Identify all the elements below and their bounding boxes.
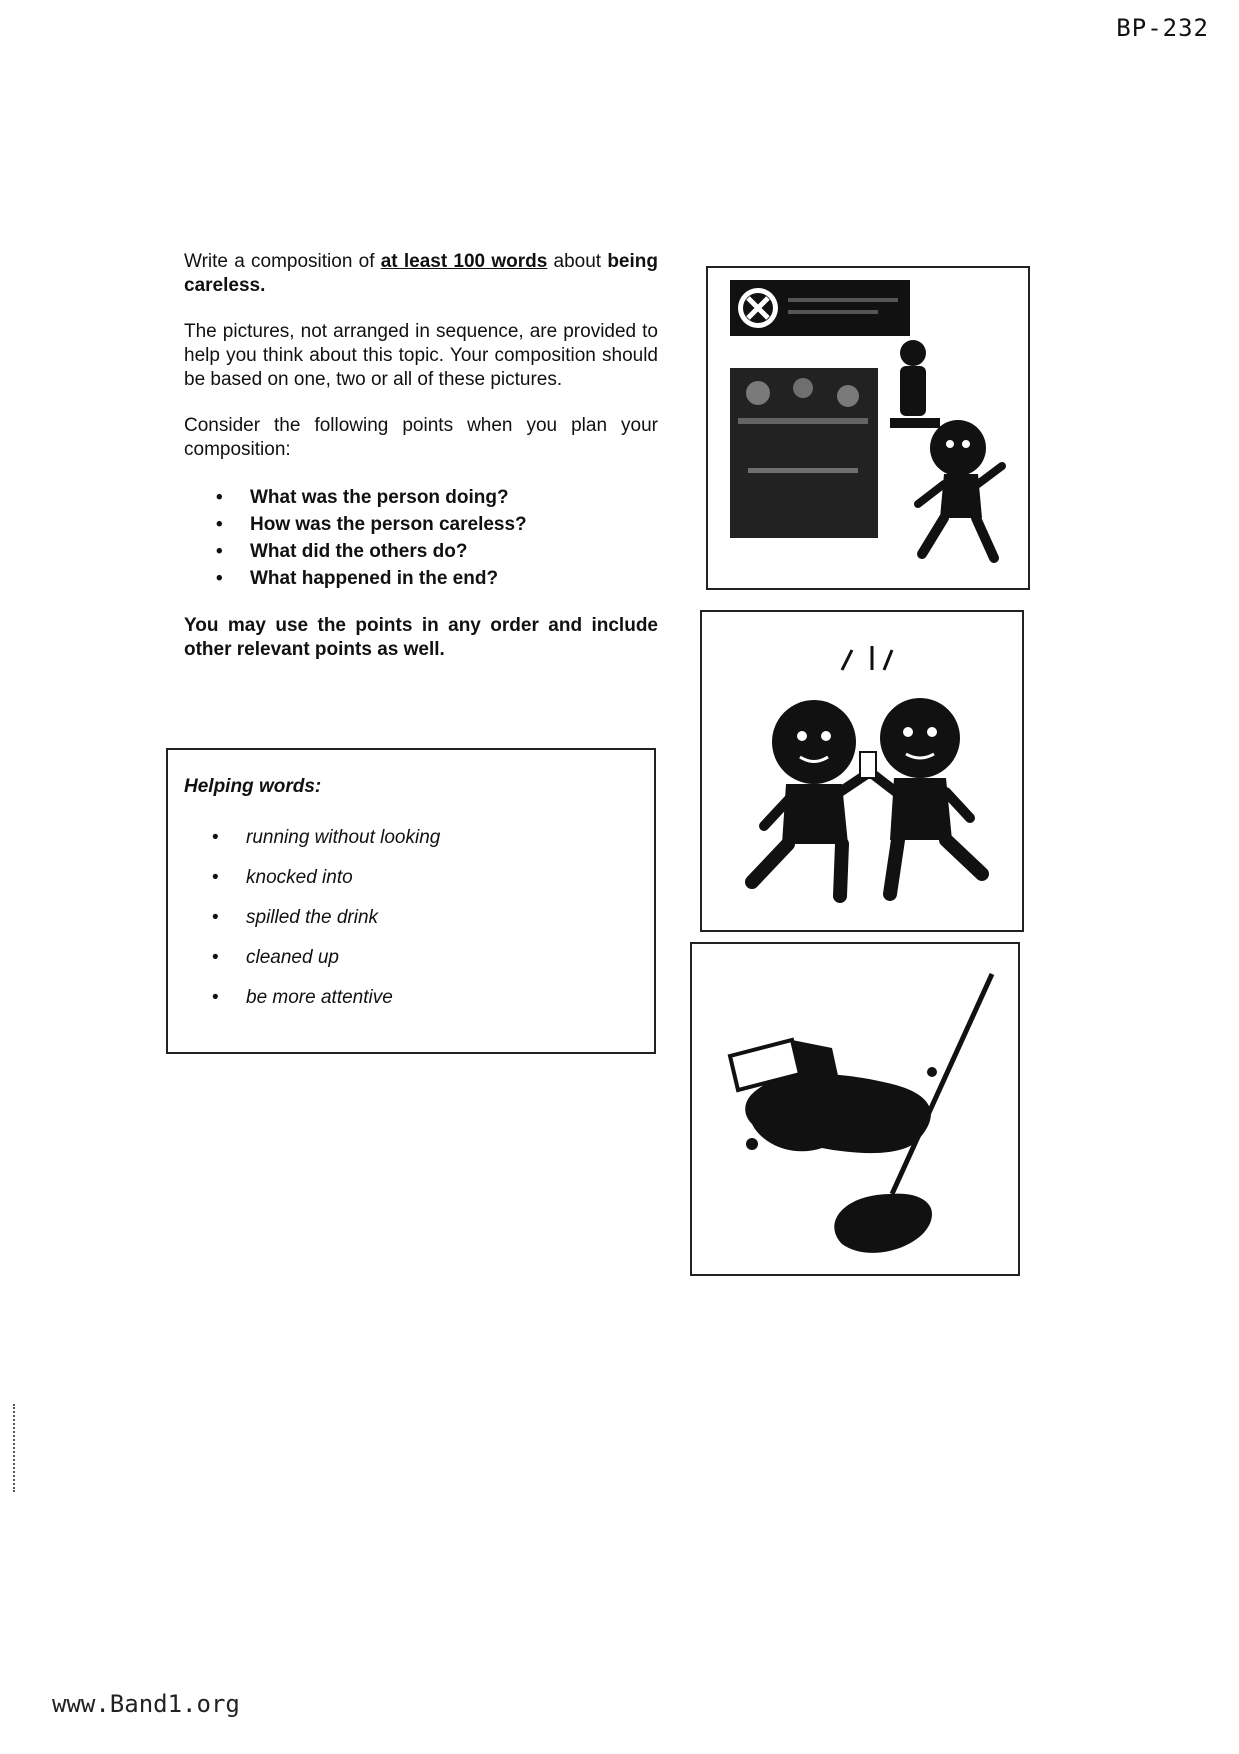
point-item: • How was the person careless? [250,511,658,538]
boys-collide-icon [702,612,1022,930]
picture-collision [700,610,1024,932]
no-running-sign-children-icon [708,268,1028,588]
helping-word: • knocked into [246,866,440,906]
helping-word: • cleaned up [246,946,440,986]
task-statement [184,250,658,298]
margin-marks [13,1404,15,1492]
helping-words-box [166,748,656,1054]
helping-words-title: Helping words: [184,776,322,797]
footer-url: www.Band1.org [52,1690,240,1718]
instructions [184,250,658,684]
pictures-note: The pictures, not arranged in sequence, are provided to help you think about this topic. Your composition should be based on one, two or all of these pictures. [184,321,658,390]
point-item: • What did the others do? [250,538,658,565]
spilled-drink-mop-icon [692,944,1018,1274]
helping-word: • be more attentive [246,986,440,1026]
point-item: • What was the person doing? [250,484,658,511]
picture-no-running [706,266,1030,590]
outro-note: You may use the points in any order and include other relevant points as well. [184,615,658,660]
consider-points: Consider the following points when you plan your composition: [184,415,658,460]
page-code: BP-232 [1116,14,1209,42]
helping-word: • spilled the drink [246,906,440,946]
intro-about: about [547,251,608,272]
point-item: • What happened in the end? [250,565,658,592]
picture-spill [690,942,1020,1276]
intro-prefix: Write a composition of [184,251,381,272]
helping-word: • running without looking [246,826,440,866]
helping-words-list [246,826,440,1026]
composition-topic: being careless. [184,251,658,296]
word-count-requirement: at least 100 words [380,251,548,272]
guiding-points [184,484,658,592]
